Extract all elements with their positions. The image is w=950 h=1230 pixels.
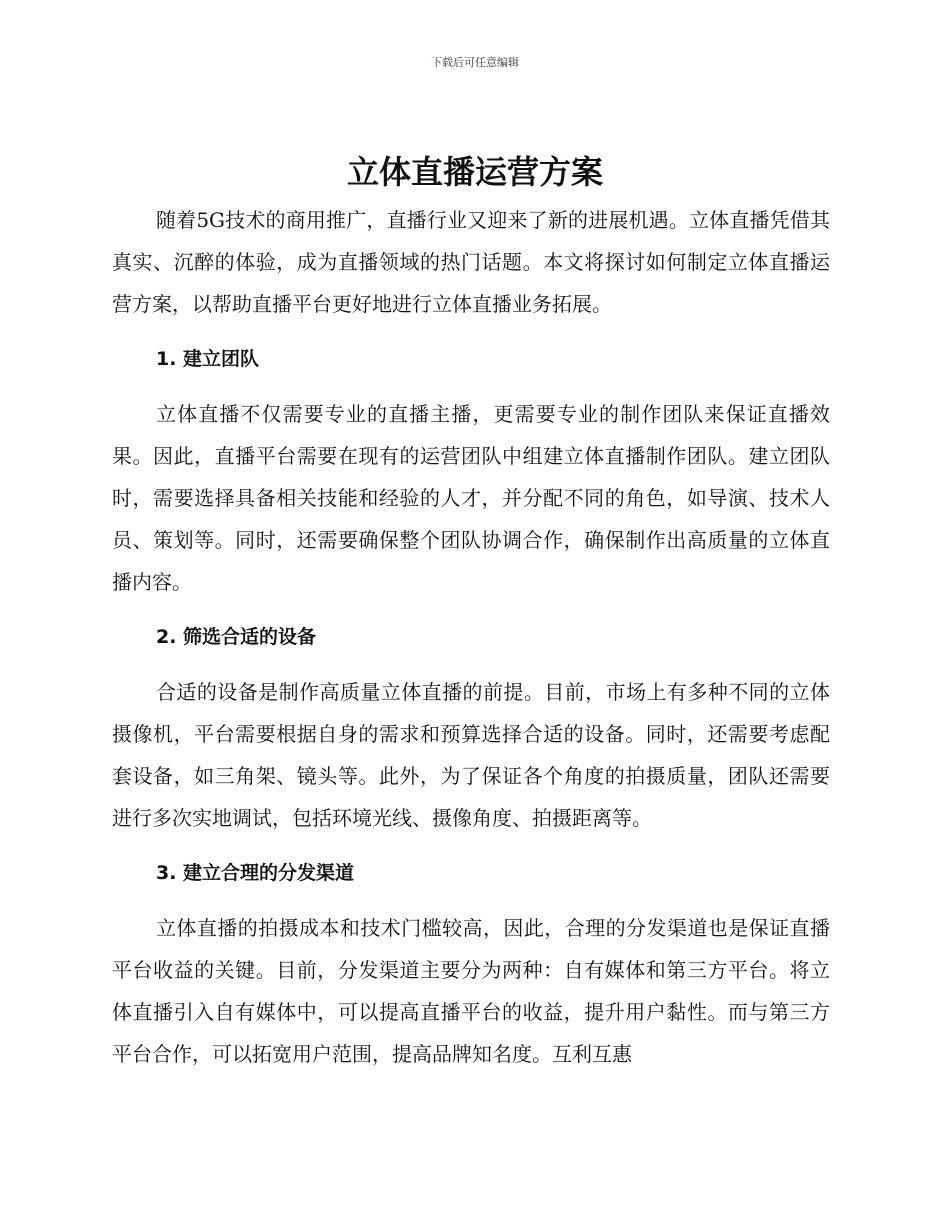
document-title: 立体直播运营方案 — [346, 153, 603, 191]
section-body-distribution: 立体直播的拍摄成本和技术门槛较高，因此，合理的分发渠道也是保证直播平台收益的关键。目前，分发渠道主要分为两种：自有媒体和第三方平台。将立体直播引入自有媒体中，可以提高直播平台的收益，提升用户黏性。而与第三方平台合作，可以拓宽用户范围，提高品牌知名度。互利互惠 — [112, 916, 830, 1066]
intro-paragraph: 随着5G技术的商用推广，直播行业又迎来了新的进展机遇。立体直播凭借其真实、沉醉的体验，成为直播领域的热门话题。本文将探讨如何制定立体直播运营方案，以帮助直播平台更好地进行立体直播业务拓展。 — [112, 208, 830, 316]
section-body-equipment: 合适的设备是制作高质量立体直播的前提。目前，市场上有多种不同的立体摄像机，平台需要根据自身的需求和预算选择合适的设备。同时，还需要考虑配套设备，如三角架、镜头等。此外，为了保证各个角度的拍摄质量，团队还需要进行多次实地调试，包括环境光线、摄像角度、拍摄距离等。 — [112, 680, 830, 830]
section-heading-equipment: 2. 筛选合适的设备 — [156, 626, 317, 648]
section-body-team: 立体直播不仅需要专业的直播主播，更需要专业的制作团队来保证直播效果。因此，直播平台需要在现有的运营团队中组建立体直播制作团队。建立团队时，需要选择具备相关技能和经验的人才，并分配不同的角色，如导演、技术人员、策划等。同时，还需要确保整个团队协调合作，确保制作出高质量的立体直播内容。 — [112, 402, 830, 594]
document-body — [112, 199, 830, 1075]
section-heading-distribution: 3. 建立合理的分发渠道 — [156, 862, 355, 884]
section-heading-team: 1. 建立团队 — [156, 348, 260, 370]
page-header-note: 下载后可任意编辑 — [431, 56, 519, 69]
